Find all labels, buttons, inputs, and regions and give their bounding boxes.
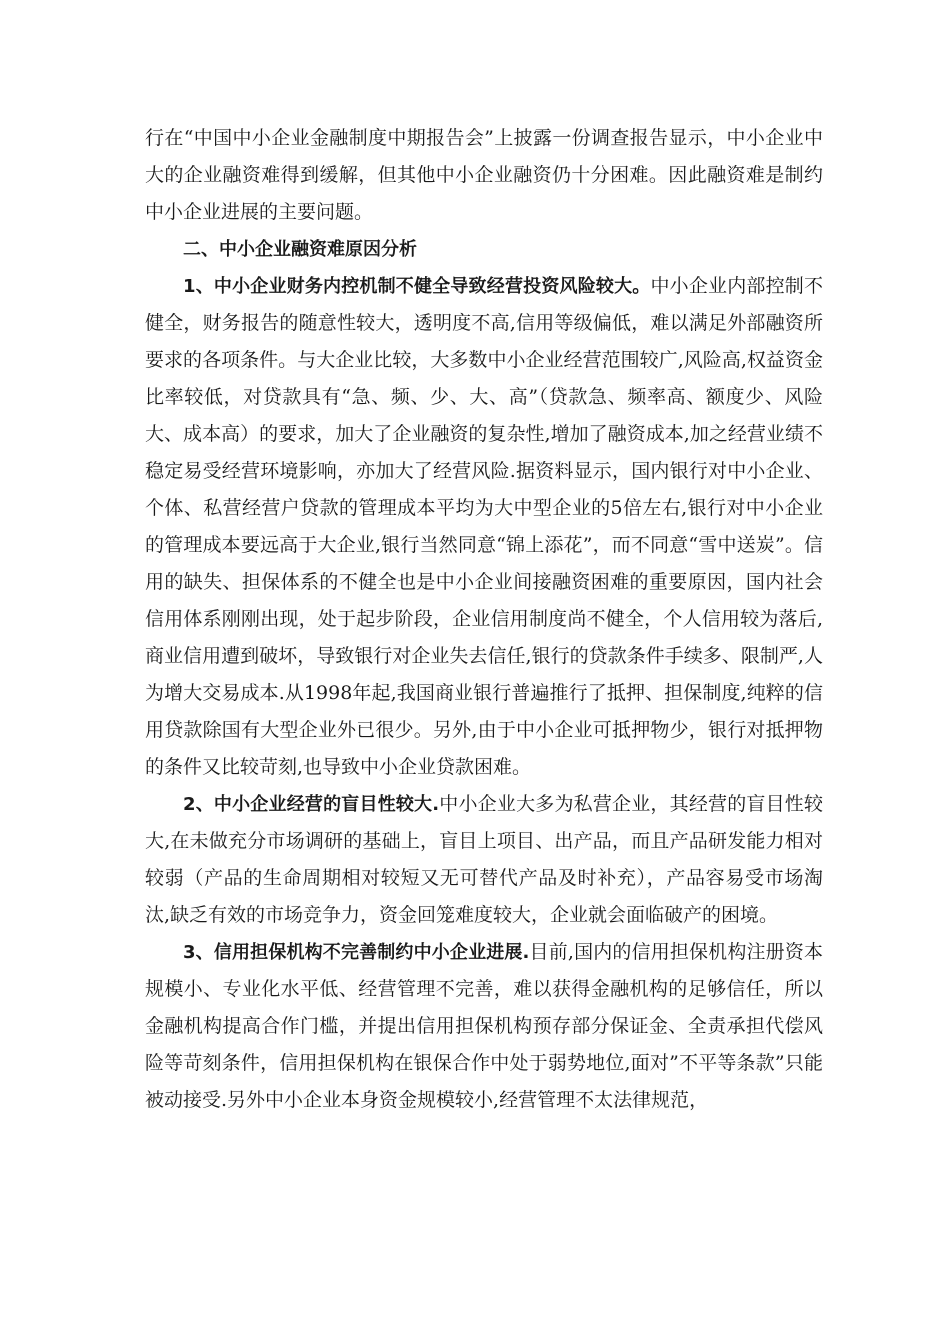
document-page [145,120,823,1119]
point-lead-3: 3、信用担保机构不完善制约中小企业进展. [183,942,530,963]
section-heading: 二、中小企业融资难原因分析 [183,239,417,260]
point-body-1: 中小企业内部控制不健全，财务报告的随意性较大，透明度不高,信用等级偏低，难以满足外部融资所要求的各项条件。与大企业比较，大多数中小企业经营范围较广,风险高,权益资金比率较低，对贷款具有“急、频、少、大、高”（贷款急、频率高、额度少、风险大、成本高）的要求，加大了企业融资的复杂性,增加了融资成本,加之经营业绩不稳定易受经营环境影响，亦加大了经营风险.据资料显示，国内银行对中小企业、个体、私营经营户贷款的管理成本平均为大中型企业的5倍左右,银行对中小企业的管理成本要远高于大企业,银行当然同意“锦上添花”，而不同意“雪中送炭”。信用的缺失、担保体系的不健全也是中小企业间接融资困难的重要原因，国内社会信用体系刚刚出现，处于起步阶段，企业信用制度尚不健全，个人信用较为落后,商业信用遭到破坏，导致银行对企业失去信任,银行的贷款条件手续多、限制严,人为增大交易成本.从1998年起,我国商业银行普遍推行了抵押、担保制度,纯粹的信用贷款除国有大型企业外已很少。另外,由于中小企业可抵押物少，银行对抵押物的条件又比较苛刻,也导致中小企业贷款困难。 [145,275,823,778]
point-paragraph-1 [145,268,823,786]
point-body-2: 中小企业大多为私营企业，其经营的盲目性较大,在未做充分市场调研的基础上，盲目上项目、出产品，而且产品研发能力相对较弱（产品的生命周期相对较短又无可替代产品及时补充），产品容易受市场淘汰,缺乏有效的市场竞争力，资金回笼难度较大，企业就会面临破产的困境。 [145,793,823,926]
point-body-3: 目前,国内的信用担保机构注册资本规模小、专业化水平低、经营管理不完善，难以获得金融机构的足够信任，所以金融机构提高合作门槛，并提出信用担保机构预存部分保证金、全责承担代偿风险等苛刻条件，信用担保机构在银保合作中处于弱势地位,面对”不平等条款”只能被动接受.另外中小企业本身资金规模较小,经营管理不太法律规范， [145,941,823,1111]
intro-paragraph: 行在“中国中小企业金融制度中期报告会”上披露一份调查报告显示，中小企业中大的企业融资难得到缓解，但其他中小企业融资仍十分困难。因此融资难是制约中小企业进展的主要问题。 [145,127,823,223]
point-lead-1: 1、中小企业财务内控机制不健全导致经营投资风险较大。 [183,276,651,297]
point-paragraph-2 [145,786,823,934]
point-paragraph-3 [145,934,823,1119]
point-lead-2: 2、中小企业经营的盲目性较大. [183,794,440,815]
